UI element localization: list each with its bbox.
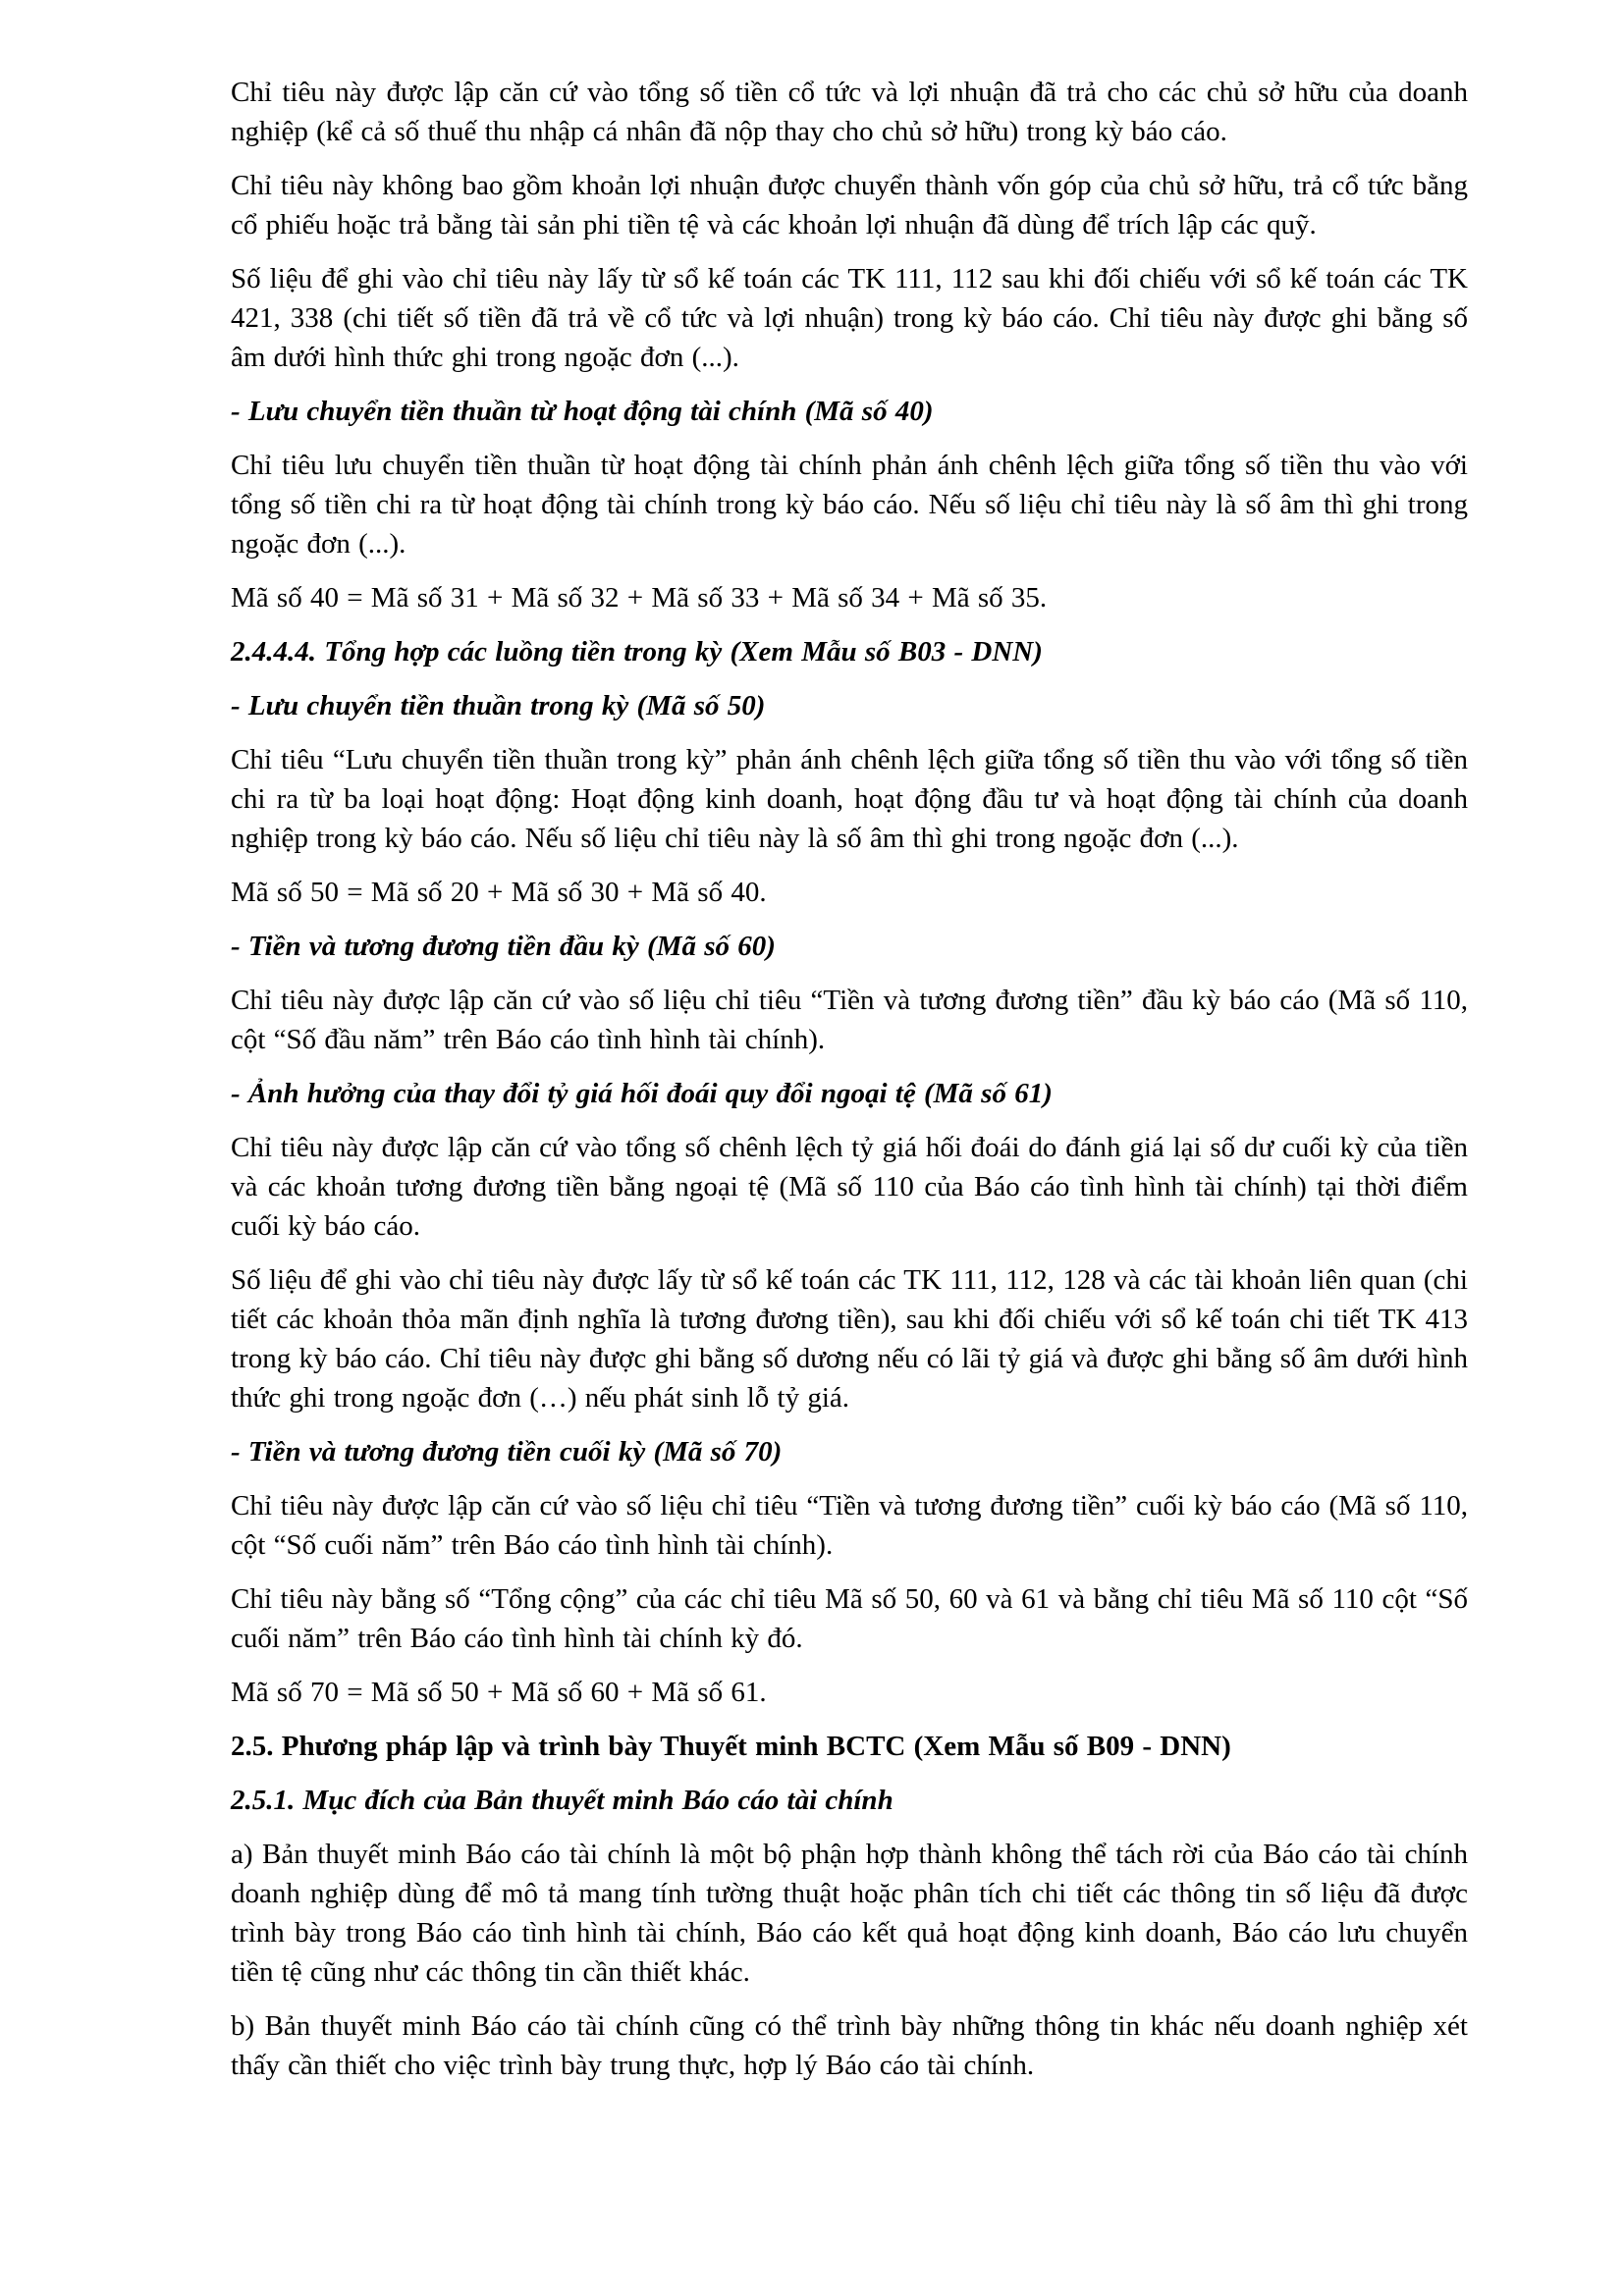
section-heading: - Ảnh hưởng của thay đổi tỷ giá hối đoái quy đổi ngoại tệ (Mã số 61)	[231, 1078, 1053, 1109]
body-paragraph: Chỉ tiêu này được lập căn cứ vào tổng số chênh lệch tỷ giá hối đoái do đánh giá lại số dư cuối kỳ của tiền và các khoản tương đương tiền bằng ngoại tệ (Mã số 110 của Báo cáo tình hình tài chính) tại thời điểm cuối kỳ báo cáo.	[231, 1132, 1468, 1242]
body-paragraph: Chỉ tiêu này được lập căn cứ vào số liệu chỉ tiêu “Tiền và tương đương tiền” cuối kỳ báo cáo (Mã số 110, cột “Số cuối năm” trên Báo cáo tình hình tài chính).	[231, 1490, 1468, 1561]
document-content	[231, 73, 1468, 2100]
body-paragraph: Chỉ tiêu “Lưu chuyển tiền thuần trong kỳ” phản ánh chênh lệch giữa tổng số tiền thu vào với tổng số tiền chi ra từ ba loại hoạt động: Hoạt động kinh doanh, hoạt động đầu tư và hoạt động tài chính của doanh nghiệp trong kỳ báo cáo. Nếu số liệu chỉ tiêu này là số âm thì ghi trong ngoặc đơn (...).	[231, 744, 1468, 854]
formula-line: Mã số 40 = Mã số 31 + Mã số 32 + Mã số 33 + Mã số 34 + Mã số 35.	[231, 582, 1048, 614]
section-heading: - Lưu chuyển tiền thuần từ hoạt động tài chính (Mã số 40)	[231, 396, 934, 427]
section-heading: - Tiền và tương đương tiền đầu kỳ (Mã số 60)	[231, 931, 776, 962]
section-heading: - Tiền và tương đương tiền cuối kỳ (Mã số 70)	[231, 1436, 783, 1468]
body-paragraph: Số liệu để ghi vào chỉ tiêu này lấy từ sổ kế toán các TK 111, 112 sau khi đối chiếu với sổ kế toán các TK 421, 338 (chi tiết số tiền đã trả về cổ tức và lợi nhuận) trong kỳ báo cáo. Chỉ tiêu này được ghi bằng số âm dưới hình thức ghi trong ngoặc đơn (...).	[231, 263, 1468, 373]
section-heading: - Lưu chuyển tiền thuần trong kỳ (Mã số 50)	[231, 690, 766, 721]
body-paragraph: Số liệu để ghi vào chỉ tiêu này được lấy từ sổ kế toán các TK 111, 112, 128 và các tài khoản liên quan (chi tiết các khoản thỏa mãn định nghĩa là tương đương tiền), sau khi đối chiếu với sổ kế toán chi tiết TK 413 trong kỳ báo cáo. Chỉ tiêu này được ghi bằng số dương nếu có lãi tỷ giá và được ghi bằng số âm dưới hình thức ghi trong ngoặc đơn (…) nếu phát sinh lỗ tỷ giá.	[231, 1264, 1468, 1414]
formula-line: Mã số 50 = Mã số 20 + Mã số 30 + Mã số 40.	[231, 877, 767, 908]
section-heading: 2.5. Phương pháp lập và trình bày Thuyết minh BCTC (Xem Mẫu số B09 - DNN)	[231, 1731, 1231, 1762]
body-paragraph: Chỉ tiêu này được lập căn cứ vào tổng số tiền cổ tức và lợi nhuận đã trả cho các chủ sở hữu của doanh nghiệp (kể cả số thuế thu nhập cá nhân đã nộp thay cho chủ sở hữu) trong kỳ báo cáo.	[231, 77, 1468, 147]
formula-line: Mã số 70 = Mã số 50 + Mã số 60 + Mã số 61.	[231, 1677, 767, 1708]
section-heading: 2.5.1. Mục đích của Bản thuyết minh Báo cáo tài chính	[231, 1785, 893, 1816]
body-paragraph: b) Bản thuyết minh Báo cáo tài chính cũng có thể trình bày những thông tin khác nếu doanh nghiệp xét thấy cần thiết cho việc trình bày trung thực, hợp lý Báo cáo tài chính.	[231, 2010, 1468, 2081]
body-paragraph: Chỉ tiêu này bằng số “Tổng cộng” của các chỉ tiêu Mã số 50, 60 và 61 và bằng chỉ tiêu Mã số 110 cột “Số cuối năm” trên Báo cáo tình hình tài chính kỳ đó.	[231, 1583, 1468, 1654]
body-paragraph: a) Bản thuyết minh Báo cáo tài chính là một bộ phận hợp thành không thể tách rời của Báo cáo tài chính doanh nghiệp dùng để mô tả mang tính tường thuật hoặc phân tích chi tiết các thông tin số liệu đã được trình bày trong Báo cáo tình hình tài chính, Báo cáo kết quả hoạt động kinh doanh, Báo cáo lưu chuyển tiền tệ cũng như các thông tin cần thiết khác.	[231, 1839, 1468, 1988]
body-paragraph: Chỉ tiêu này không bao gồm khoản lợi nhuận được chuyển thành vốn góp của chủ sở hữu, trả cổ tức bằng cổ phiếu hoặc trả bằng tài sản phi tiền tệ và các khoản lợi nhuận đã dùng để trích lập các quỹ.	[231, 170, 1468, 240]
body-paragraph: Chỉ tiêu này được lập căn cứ vào số liệu chỉ tiêu “Tiền và tương đương tiền” đầu kỳ báo cáo (Mã số 110, cột “Số đầu năm” trên Báo cáo tình hình tài chính).	[231, 985, 1468, 1055]
body-paragraph: Chỉ tiêu lưu chuyển tiền thuần từ hoạt động tài chính phản ánh chênh lệch giữa tổng số tiền thu vào với tổng số tiền chi ra từ hoạt động tài chính trong kỳ báo cáo. Nếu số liệu chỉ tiêu này là số âm thì ghi trong ngoặc đơn (...).	[231, 450, 1468, 560]
section-heading: 2.4.4.4. Tổng hợp các luồng tiền trong kỳ (Xem Mẫu số B03 - DNN)	[231, 636, 1043, 667]
